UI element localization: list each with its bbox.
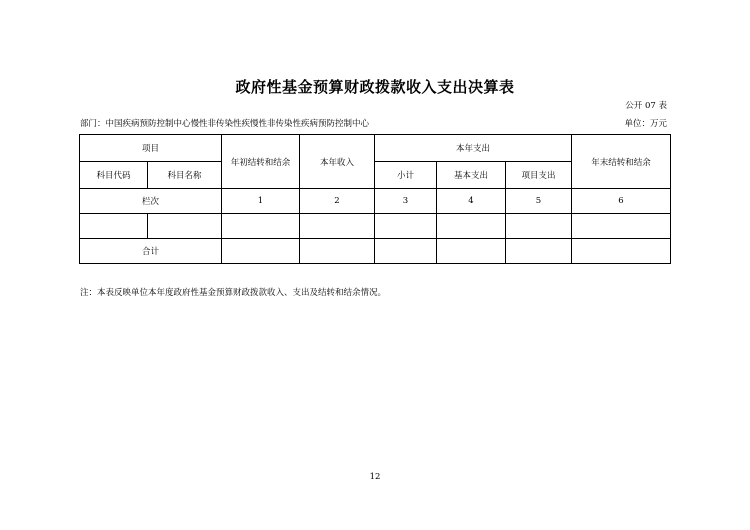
header-opening-balance: 年初结转和结余 [222, 135, 300, 189]
page-number: 12 [369, 472, 381, 482]
empty-row [80, 214, 671, 239]
header-current-expense: 本年支出 [375, 135, 572, 162]
header-subtotal: 小计 [375, 162, 437, 189]
table-cell [80, 214, 148, 239]
table-note: 注：本表反映单位本年度政府性基金预算财政拨款收入、支出及结转和结余情况。 [80, 288, 387, 298]
header-item-code: 科目代码 [80, 162, 148, 189]
table-cell [506, 214, 572, 239]
column-index-3: 3 [375, 189, 437, 214]
table-cell [222, 239, 300, 264]
column-index-4: 4 [437, 189, 506, 214]
table-cell [506, 239, 572, 264]
header-closing-balance: 年末结转和结余 [572, 135, 671, 189]
column-index-1: 1 [222, 189, 300, 214]
table-cell [300, 214, 375, 239]
table-cell [375, 239, 437, 264]
budget-table [79, 134, 671, 264]
total-row [80, 239, 671, 264]
table-cell [437, 214, 506, 239]
form-number: 公开 07 表 [625, 101, 667, 111]
column-index-5: 5 [506, 189, 572, 214]
column-index-label: 栏次 [80, 189, 222, 214]
page-title: 政府性基金预算财政拨款收入支出决算表 [235, 78, 515, 96]
table-cell [222, 214, 300, 239]
total-label: 合计 [80, 239, 222, 264]
column-index-6: 6 [572, 189, 671, 214]
department-label: 部门：中国疾病预防控制中心慢性非传染性疾慢性非传染性疾病预防控制中心 [80, 119, 370, 129]
table-cell [437, 239, 506, 264]
table-cell [572, 214, 671, 239]
table-cell [375, 214, 437, 239]
table-cell [572, 239, 671, 264]
table-cell [148, 214, 222, 239]
header-current-income: 本年收入 [300, 135, 375, 189]
column-index-row [80, 189, 671, 214]
header-item-name: 科目名称 [148, 162, 222, 189]
table-cell [300, 239, 375, 264]
column-index-2: 2 [300, 189, 375, 214]
header-basic-expense: 基本支出 [437, 162, 506, 189]
unit-label: 单位：万元 [624, 119, 667, 129]
header-project-expense: 项目支出 [506, 162, 572, 189]
header-item: 项目 [80, 135, 222, 162]
